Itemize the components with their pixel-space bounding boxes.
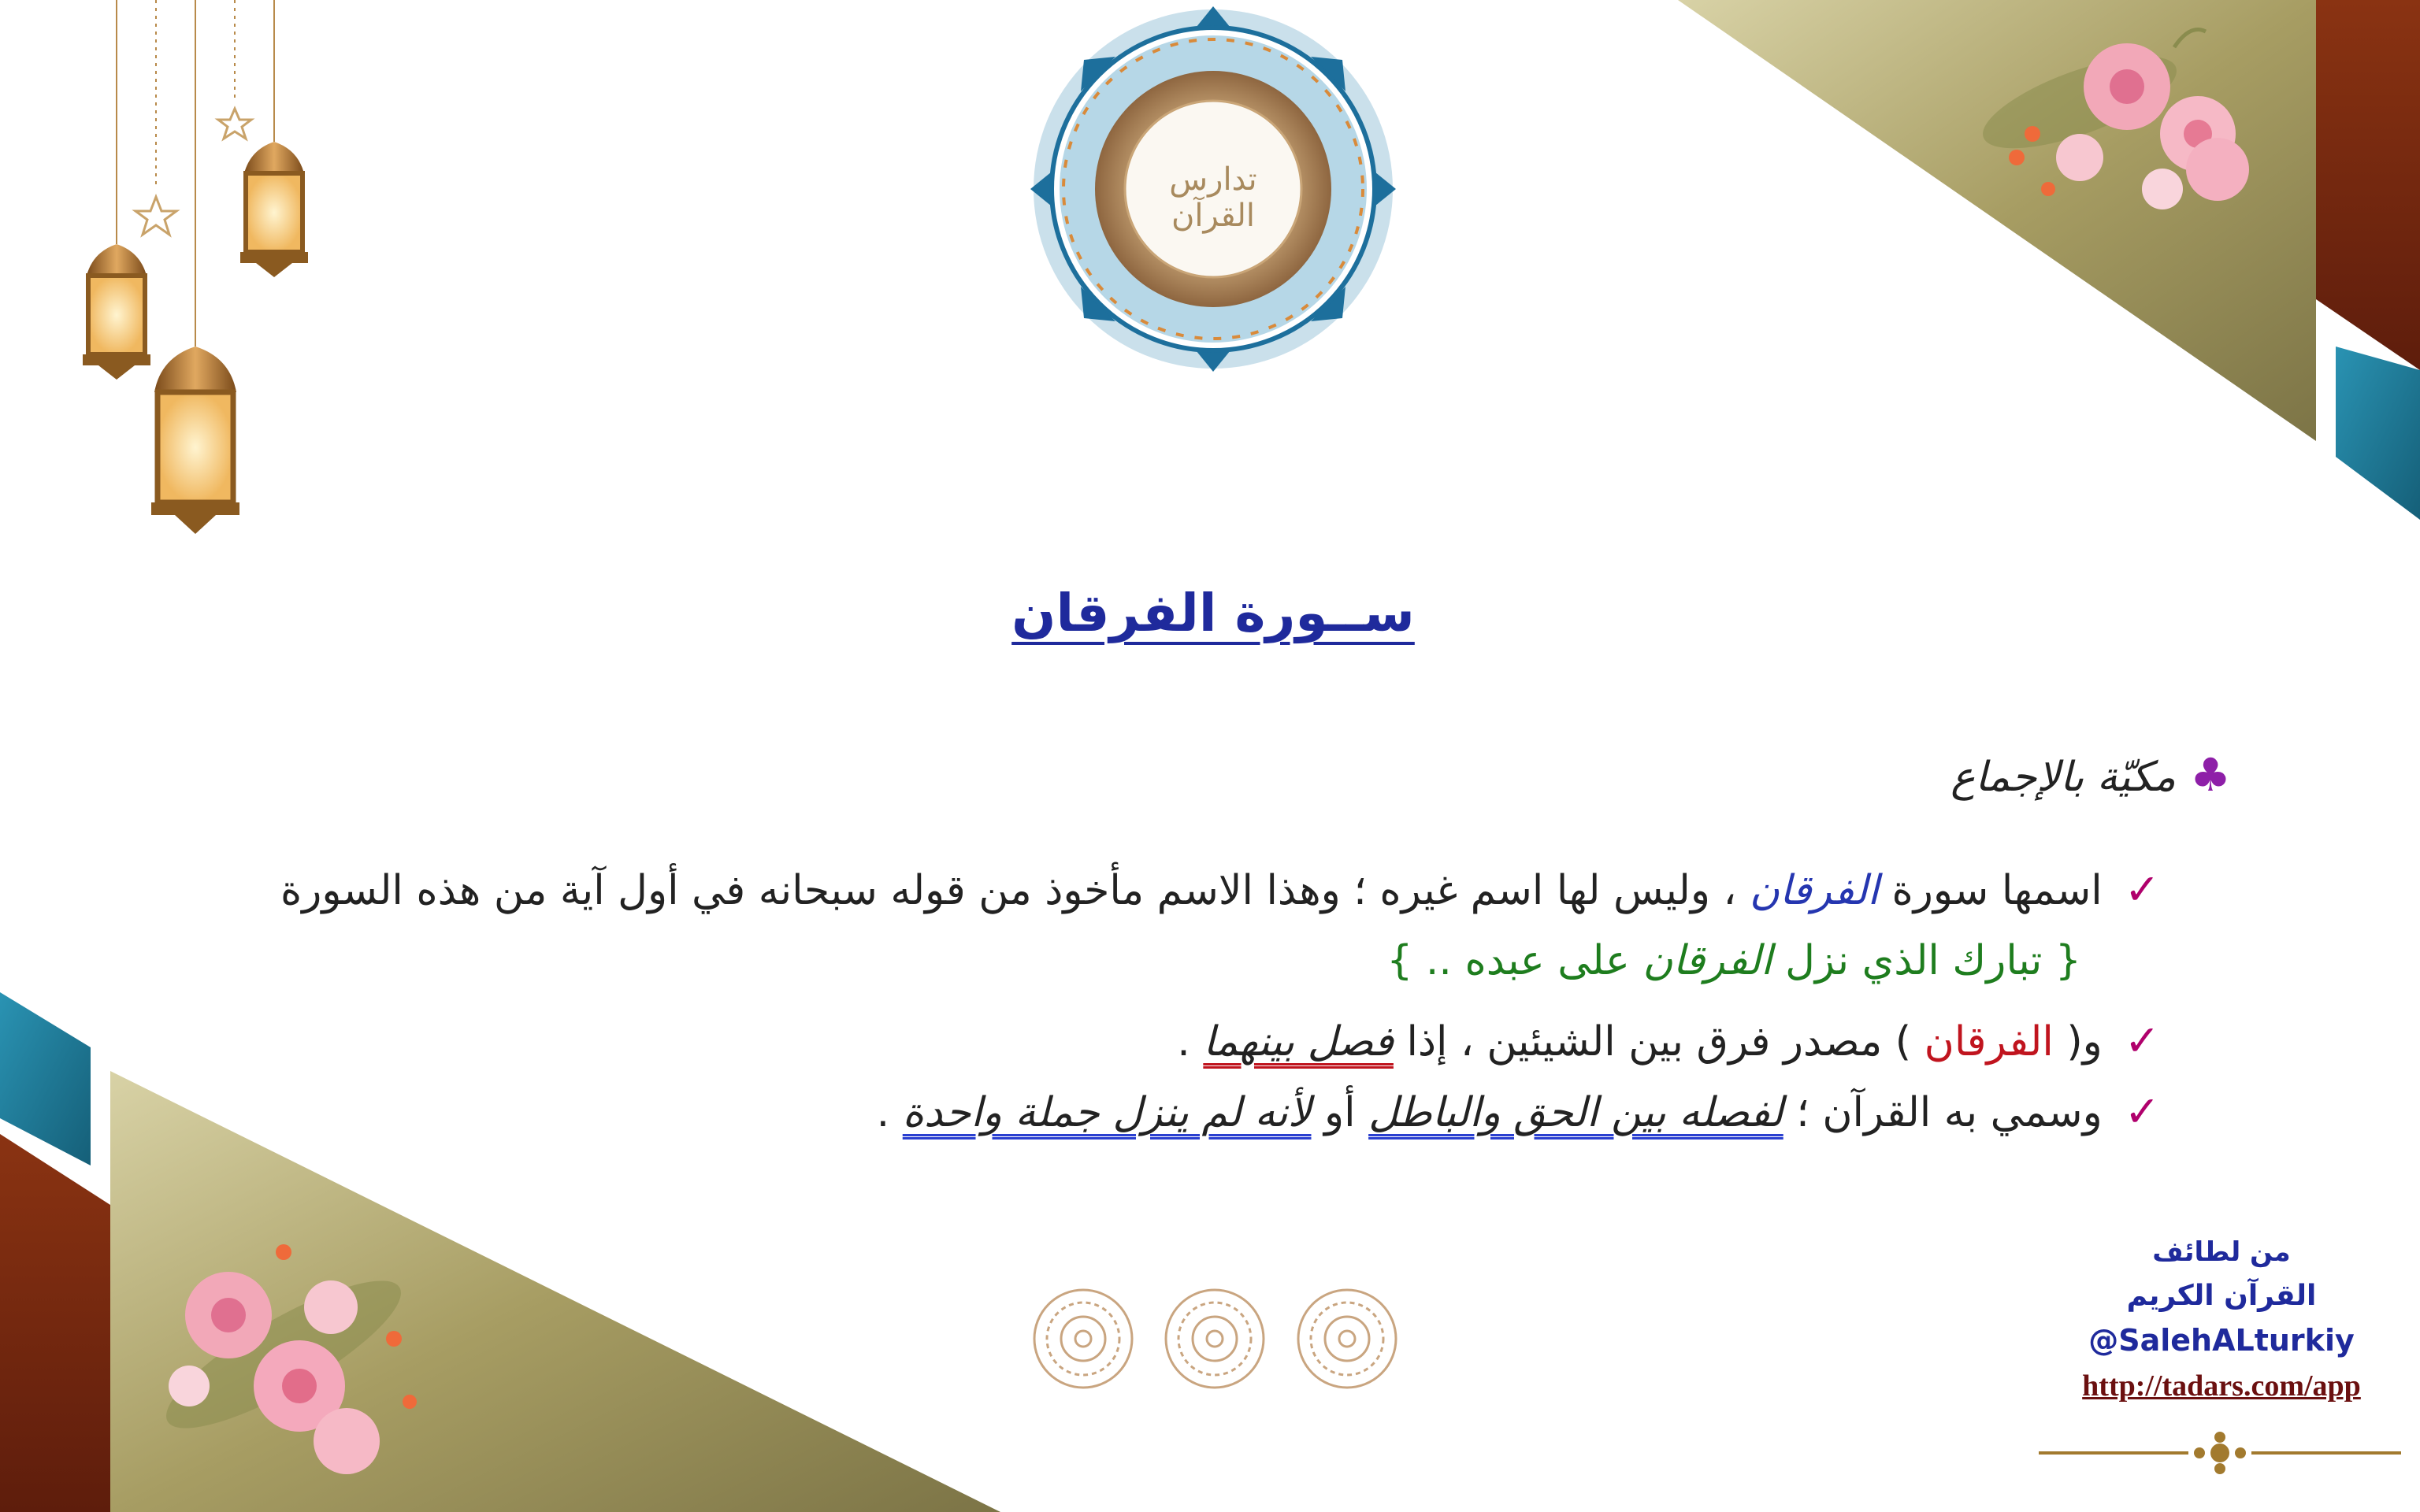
- signature-line-2: القرآن الكريم: [2126, 1280, 2317, 1312]
- signature-line-1: من لطائف: [2152, 1236, 2291, 1268]
- page-title: ســورة الفرقان: [1011, 583, 1415, 643]
- bottom-left-teal-band: [0, 992, 91, 1166]
- rosette-ornaments: [1034, 1290, 1396, 1388]
- top-right-olive-band: [1678, 0, 2316, 441]
- star-ornaments: [135, 109, 251, 235]
- check-icon: ✓: [2124, 865, 2160, 914]
- line1-post: ، وليس لها اسم غيره ؛ وهذا الاسم مأخوذ من قوله سبحانه في أول آية من هذه السورة: [280, 867, 1737, 914]
- top-right-brown-band: [2316, 0, 2420, 370]
- verse-name: الفرقان: [1642, 937, 1772, 984]
- line4-emphasis-2: لأنه لم ينزل جملة واحدة: [902, 1089, 1312, 1136]
- verse-quote: [1386, 937, 2081, 984]
- bullet-heading: [1950, 748, 2231, 802]
- lantern-left: [83, 244, 150, 380]
- heading-text: مكيّة بالإجماع: [1950, 754, 2176, 801]
- line4-emphasis-1: لفصله بين الحق والباطل: [1368, 1089, 1783, 1136]
- top-right-teal-band: [2336, 346, 2420, 520]
- check-icon: ✓: [2124, 1016, 2160, 1065]
- line4-or: أو: [1324, 1089, 1356, 1136]
- line1-name: الفرقان: [1749, 867, 1879, 914]
- list-item-name-origin: [280, 865, 2160, 914]
- list-item-definition: [1177, 1016, 2160, 1065]
- line1-pre: اسمها سورة: [1891, 867, 2103, 914]
- lantern-right: [240, 142, 308, 277]
- logo-text: تدارس القرآن: [1169, 161, 1257, 234]
- line3-emphasis: فصل بينهما: [1203, 1018, 1394, 1065]
- line4-pre: وسمي به القرآن ؛: [1796, 1089, 2103, 1136]
- lantern-center: [151, 346, 239, 534]
- line3-pre: و(: [2066, 1018, 2103, 1065]
- line3-mid: ) مصدر فرق بين الشيئين ، إذا: [1406, 1018, 1912, 1065]
- verse-open: { تبارك الذي نزل: [1785, 937, 2081, 984]
- signature-handle: @SalehALturkiy: [2088, 1323, 2355, 1358]
- verse-close: على عبده .. }: [1386, 937, 1630, 984]
- line3-end: .: [1177, 1018, 1190, 1065]
- club-bullet-icon: ♣: [2190, 748, 2231, 802]
- line3-name: الفرقان: [1924, 1018, 2054, 1065]
- check-icon: ✓: [2124, 1087, 2160, 1136]
- line4-end: .: [876, 1089, 890, 1136]
- signature-url-link[interactable]: http://tadars.com/app: [2082, 1369, 2361, 1403]
- list-item-reason: [877, 1087, 2160, 1136]
- bottom-left-brown-band: [0, 1134, 110, 1512]
- signature-divider: [2039, 1432, 2401, 1474]
